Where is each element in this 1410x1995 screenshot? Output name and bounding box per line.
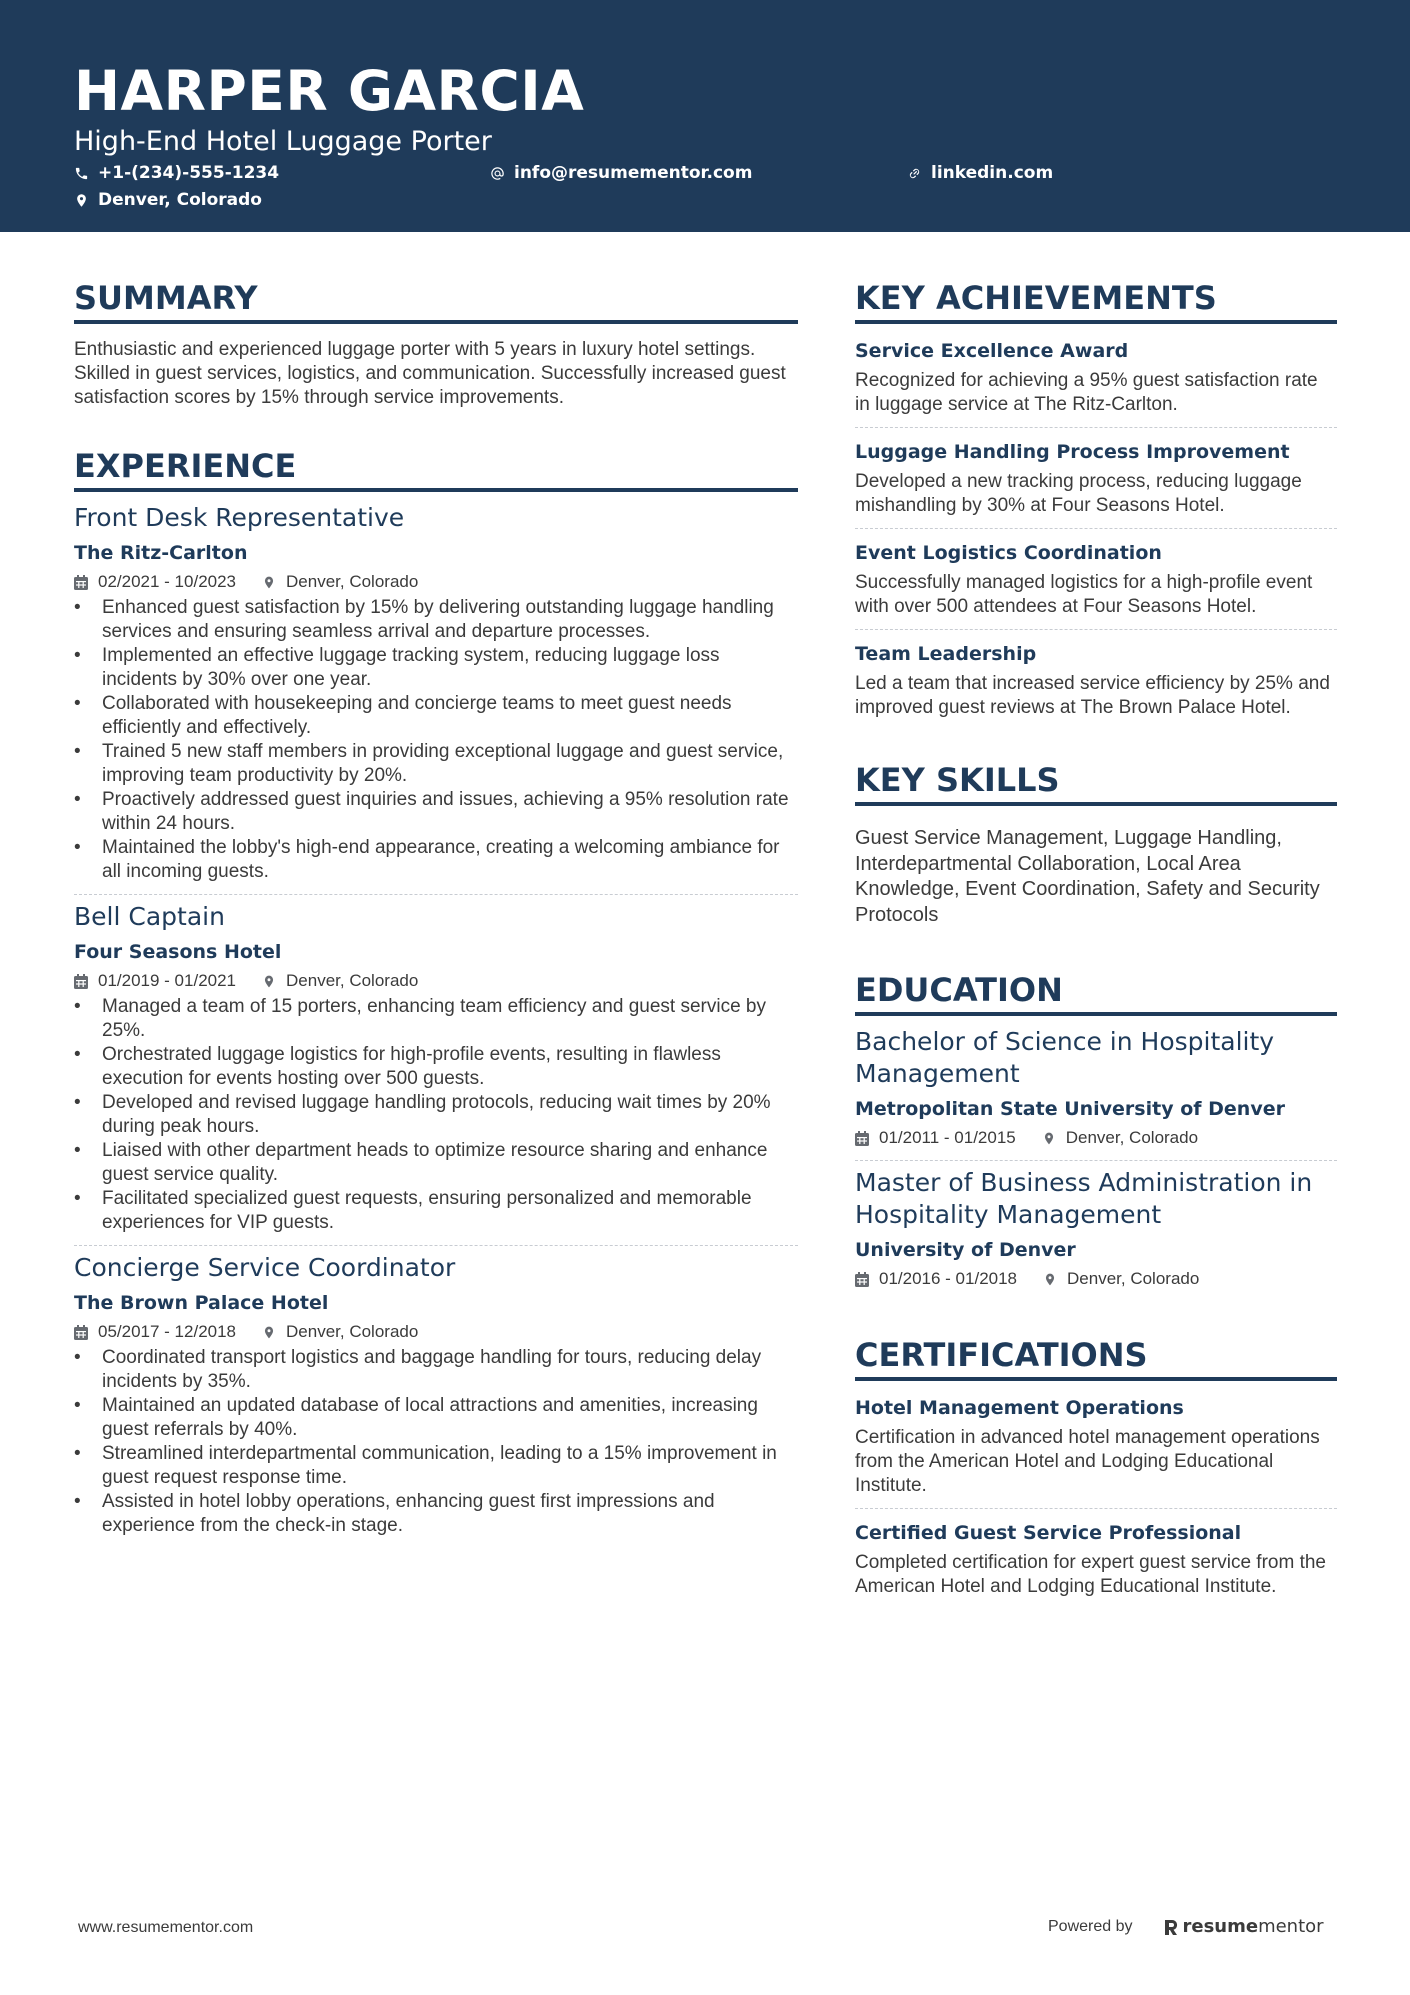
bullet-item: • Facilitated specialized guest requests, ensuring personalized and memorable experiences for VIP guests. [74, 1187, 798, 1235]
certification-item [855, 1395, 1337, 1498]
job-meta [74, 570, 798, 594]
edu-location-text: Denver, Colorado [1065, 1128, 1199, 1147]
edu-dates: 01/2016 - 01/2018 [879, 1269, 1018, 1288]
divider [855, 629, 1337, 630]
skills-heading: KEY SKILLS [855, 760, 1337, 806]
certification-desc: Completed certification for expert guest service from the American Hotel and Lodging Educational Institute. [855, 1552, 1326, 1597]
phone-text: +1-(234)-555-1234 [98, 163, 280, 183]
achievement-item [855, 641, 1337, 720]
job-location-text: Denver, Colorado [286, 971, 419, 990]
experience-section [74, 446, 798, 1538]
bullet-item: • Liaised with other department heads to optimize resource sharing and enhance guest service quality. [74, 1139, 798, 1187]
job-location-text: Denver, Colorado [286, 1322, 419, 1341]
at-icon [490, 166, 505, 181]
edu-school: Metropolitan State University of Denver [855, 1098, 1285, 1120]
footer-website[interactable]: www.resumementor.com [78, 1919, 254, 1936]
contact-location [74, 189, 262, 211]
brand-logo[interactable] [1163, 1916, 1324, 1937]
bullet-item: • Collaborated with housekeeping and concierge teams to meet guest needs efficiently and effectively. [74, 692, 798, 740]
powered-by-text: Powered by [1048, 1917, 1133, 1935]
bullet-item: • Developed and revised luggage handling protocols, reducing wait times by 20% during peak hours. [74, 1091, 798, 1139]
link-icon [907, 166, 922, 181]
job-role: Front Desk Representative [74, 503, 405, 532]
bullet-item: • Enhanced guest satisfaction by 15% by delivering outstanding luggage handling services and ensuring seamless arrival and departure processes. [74, 596, 798, 644]
achievement-item [855, 338, 1337, 417]
education-section [855, 970, 1337, 1291]
job-location [262, 1320, 418, 1344]
edu-degree: Master of Business Administration in Hospitality Management [855, 1168, 1313, 1229]
map-pin-icon [262, 575, 276, 590]
map-pin-icon [74, 193, 89, 208]
bullet-item: • Managed a team of 15 porters, enhancing team efficiency and guest service by 25%. [74, 995, 798, 1043]
divider [74, 1245, 798, 1246]
edu-school: University of Denver [855, 1239, 1076, 1261]
bullet-item: • Maintained an updated database of local attractions and amenities, increasing guest referrals by 40%. [74, 1394, 798, 1442]
edu-meta [855, 1126, 1337, 1150]
job-bullets [74, 995, 798, 1235]
achievement-title: Team Leadership [855, 643, 1037, 665]
certifications-heading: CERTIFICATIONS [855, 1335, 1337, 1381]
achievement-title: Service Excellence Award [855, 340, 1129, 362]
experience-heading: EXPERIENCE [74, 446, 798, 492]
job-company: The Ritz-Carlton [74, 542, 248, 564]
job-role: Bell Captain [74, 902, 225, 931]
achievement-desc: Recognized for achieving a 95% guest satisfaction rate in luggage service at The Ritz-Carlton. [855, 370, 1318, 415]
job-dates: 05/2017 - 12/2018 [98, 1322, 237, 1341]
certification-item [855, 1520, 1337, 1599]
job-location [262, 969, 418, 993]
candidate-name: HARPER GARCIA [74, 59, 585, 123]
job-bullets [74, 1346, 798, 1538]
contact-phone [74, 162, 279, 184]
job-meta [74, 969, 798, 993]
map-pin-icon [1043, 1272, 1057, 1287]
achievement-desc: Developed a new tracking process, reducing luggage mishandling by 30% at Four Seasons Hotel. [855, 471, 1302, 516]
summary-text: Enthusiastic and experienced luggage porter with 5 years in luxury hotel settings. Skilled in guest services, logistics, and communication. Successfully increased guest satisfaction scores by 15% through service improvements. [74, 339, 786, 408]
achievement-title: Event Logistics Coordination [855, 542, 1162, 564]
bullet-item: • Orchestrated luggage logistics for high-profile events, resulting in flawless execution for events hosting over 500 guests. [74, 1043, 798, 1091]
phone-icon [74, 166, 89, 181]
job-dates: 02/2021 - 10/2023 [98, 572, 237, 591]
certifications-section [855, 1335, 1337, 1599]
achievement-item [855, 439, 1337, 518]
divider [855, 528, 1337, 529]
job-dates: 01/2019 - 01/2021 [98, 971, 237, 990]
certification-title: Hotel Management Operations [855, 1397, 1184, 1419]
job-company: The Brown Palace Hotel [74, 1292, 329, 1314]
certification-desc: Certification in advanced hotel management operations from the American Hotel and Lodging Educational Institute. [855, 1427, 1320, 1496]
summary-heading: SUMMARY [74, 278, 798, 324]
brand-light: mentor [1258, 1916, 1324, 1937]
calendar-icon [74, 1325, 88, 1340]
divider [855, 1160, 1337, 1161]
map-pin-icon [1042, 1131, 1056, 1146]
bullet-item: • Maintained the lobby's high-end appearance, creating a welcoming ambiance for all incoming guests. [74, 836, 798, 884]
brand-logo-icon [1163, 1918, 1179, 1936]
contact-linkedin[interactable] [907, 162, 1053, 184]
edu-dates: 01/2011 - 01/2015 [879, 1128, 1016, 1147]
calendar-icon [74, 575, 88, 590]
calendar-icon [855, 1131, 869, 1146]
calendar-icon [74, 974, 88, 989]
divider [74, 894, 798, 895]
bullet-item: • Streamlined interdepartmental communication, leading to a 15% improvement in guest request response time. [74, 1442, 798, 1490]
job-bullets [74, 596, 798, 884]
job-title: High-End Hotel Luggage Porter [74, 126, 492, 157]
achievement-item [855, 540, 1337, 619]
achievement-title: Luggage Handling Process Improvement [855, 441, 1290, 463]
divider [855, 427, 1337, 428]
bullet-item: • Assisted in hotel lobby operations, enhancing guest first impressions and experience from the check-in stage. [74, 1490, 798, 1538]
contact-email[interactable] [490, 162, 752, 184]
map-pin-icon [262, 1325, 276, 1340]
header [0, 0, 1410, 232]
achievement-desc: Led a team that increased service efficiency by 25% and improved guest reviews at The Brown Palace Hotel. [855, 673, 1330, 718]
education-item [855, 1167, 1337, 1291]
job-entry [74, 901, 798, 1235]
education-heading: EDUCATION [855, 970, 1337, 1016]
email-link[interactable]: info@resumementor.com [514, 163, 753, 183]
calendar-icon [855, 1272, 869, 1287]
bullet-item: • Implemented an effective luggage tracking system, reducing luggage loss incidents by 30% over one year. [74, 644, 798, 692]
summary-section [74, 278, 798, 410]
job-company: Four Seasons Hotel [74, 941, 282, 963]
edu-location-text: Denver, Colorado [1067, 1269, 1200, 1288]
job-role: Concierge Service Coordinator [74, 1253, 456, 1282]
left-column [74, 278, 798, 1538]
location-text: Denver, Colorado [98, 190, 262, 210]
achievements-heading: KEY ACHIEVEMENTS [855, 278, 1337, 324]
bullet-item: • Proactively addressed guest inquiries and issues, achieving a 95% resolution rate within 24 hours. [74, 788, 798, 836]
achievement-desc: Successfully managed logistics for a high-profile event with over 500 attendees at Four Seasons Hotel. [855, 572, 1313, 617]
job-meta [74, 1320, 798, 1344]
edu-meta [855, 1267, 1337, 1291]
map-pin-icon [262, 974, 276, 989]
right-column [855, 278, 1337, 1599]
certification-title: Certified Guest Service Professional [855, 1522, 1242, 1544]
brand-bold: resume [1182, 1916, 1259, 1937]
divider [855, 1508, 1337, 1509]
skills-text: Guest Service Management, Luggage Handling, Interdepartmental Collaboration, Local Area Knowledge, Event Coordination, Safety and Security Protocols [855, 827, 1320, 926]
job-location-text: Denver, Colorado [286, 572, 419, 591]
edu-location [1042, 1126, 1198, 1150]
achievements-section [855, 278, 1337, 720]
bullet-item: • Trained 5 new staff members in providing exceptional luggage and guest service, improving team productivity by 20%. [74, 740, 798, 788]
skills-section [855, 760, 1337, 928]
job-entry [74, 1252, 798, 1538]
footer-branding [1048, 1916, 1324, 1937]
bullet-item: • Coordinated transport logistics and baggage handling for tours, reducing delay incidents by 35%. [74, 1346, 798, 1394]
job-entry [74, 502, 798, 884]
edu-location [1043, 1267, 1199, 1291]
edu-degree: Bachelor of Science in Hospitality Management [855, 1027, 1275, 1088]
linkedin-link[interactable]: linkedin.com [931, 163, 1054, 183]
job-location [262, 570, 418, 594]
education-item [855, 1026, 1337, 1150]
